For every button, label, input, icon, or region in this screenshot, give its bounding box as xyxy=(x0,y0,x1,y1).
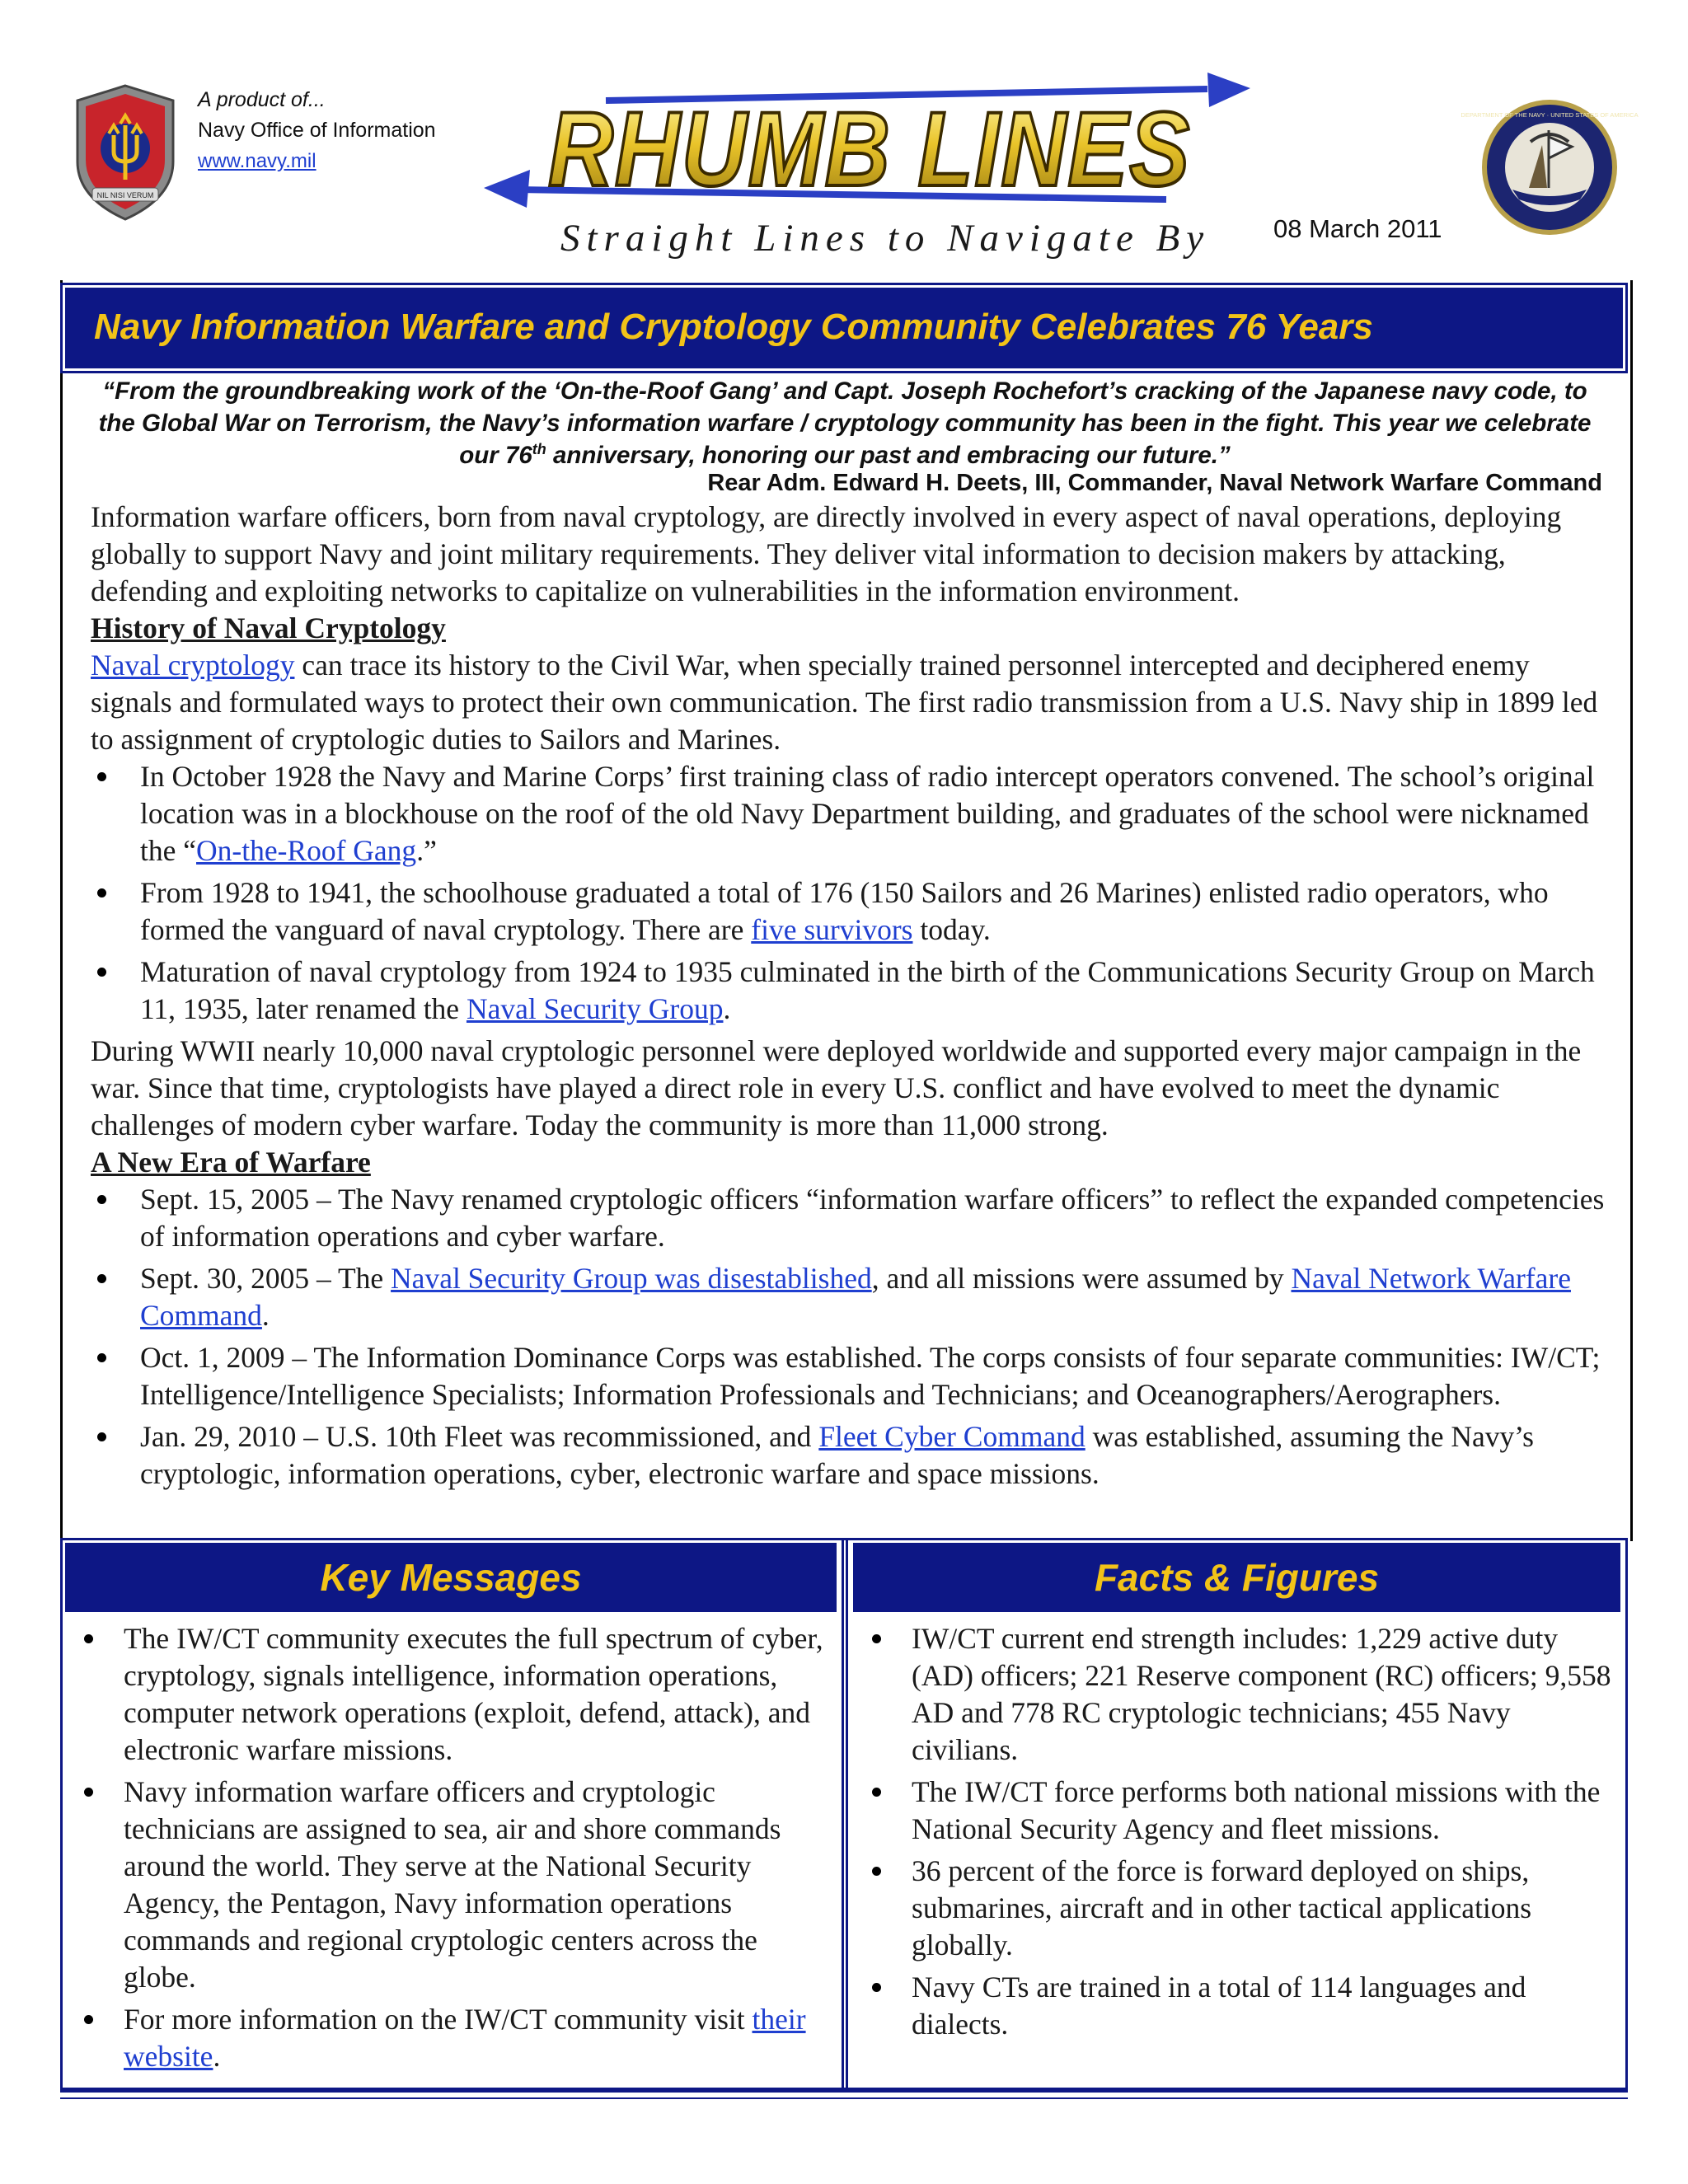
list-item: The IW/CT force performs both national missions with the National Security Agency and fleet missions. xyxy=(869,1774,1614,1848)
key-messages-body xyxy=(81,1620,830,2080)
five-survivors-link[interactable]: five survivors xyxy=(751,913,913,946)
office-name: Navy Office of Information xyxy=(198,119,436,142)
key-messages-heading: Key Messages xyxy=(65,1543,837,1612)
page-header xyxy=(0,0,1688,280)
facts-figures-heading: Facts & Figures xyxy=(853,1543,1620,1612)
bullet-icon xyxy=(84,1788,93,1797)
list-item: Maturation of naval cryptology from 1924 to 1935 culminated in the birth of the Communications Security Group on March 11, 1935, later renamed the Naval Security Group. xyxy=(91,954,1609,1028)
list-item: Navy CTs are trained in a total of 114 languages and dialects. xyxy=(869,1969,1614,2043)
article-title: Navy Information Warfare and Cryptology Community Celebrates 76 Years xyxy=(94,307,1373,347)
title-bar xyxy=(60,283,1628,373)
navnetwarcom-link[interactable]: Naval Network Warfare Command xyxy=(140,1262,1571,1332)
facts-figures-body xyxy=(869,1620,1614,2048)
fleet-cyber-command-link[interactable]: Fleet Cyber Command xyxy=(818,1420,1085,1453)
article-body xyxy=(91,499,1609,1497)
list-item: Sept. 15, 2005 – The Navy renamed cryptologic officers “information warfare officers” to reflect the expanded competencies of information operations and cyber warfare. xyxy=(91,1181,1609,1255)
list-item: Navy information warfare officers and cryptologic technicians are assigned to sea, air and shore commands around the world. They serve at the National Security Agency, the Pentagon, Navy information operations commands and regional cryptologic centers across the globe. xyxy=(81,1774,830,1996)
history-bullets xyxy=(91,758,1609,1028)
arrow-left-head-icon xyxy=(484,170,530,208)
navy-mil-link[interactable]: www.navy.mil xyxy=(198,150,316,172)
list-item: From 1928 to 1941, the schoolhouse graduated a total of 176 (150 Sailors and 26 Marines) enlisted radio operators, who formed the vanguard of naval cryptology. There are five survivors today. xyxy=(91,874,1609,949)
naval-security-group-link[interactable]: Naval Security Group xyxy=(466,992,724,1025)
list-item: Sept. 30, 2005 – The Naval Security Group was disestablished, and all missions were assumed by Naval Network Warfare Command. xyxy=(91,1260,1609,1334)
their-website-link[interactable]: their website xyxy=(124,2003,806,2073)
commander-quote xyxy=(91,375,1599,471)
naval-cryptology-link[interactable]: Naval cryptology xyxy=(91,649,295,682)
bullet-icon xyxy=(97,888,106,898)
key-messages-panel xyxy=(60,1538,842,2085)
on-the-roof-gang-link[interactable]: On-the-Roof Gang xyxy=(196,834,417,867)
nsg-disestablished-link[interactable]: Naval Security Group was disestablished xyxy=(391,1262,872,1295)
era-heading: A New Era of Warfare xyxy=(91,1146,371,1179)
bullet-icon xyxy=(97,1195,106,1204)
quote-part-1: “From the groundbreaking work of the ‘On-the-Roof Gang’ and Capt. Joseph Rochefort’s cracking of the Japanese navy code, to the Global War on Terrorism, the Navy’s information warfare / cryptology community has been in the fight. This year we celebrate our 76 xyxy=(98,377,1592,469)
bullet-icon xyxy=(97,1274,106,1283)
list-item: Oct. 1, 2009 – The Information Dominance Corps was established. The corps consists of four separate communities: IW/CT; Intelligence/Intelligence Specialists; Information Professionals and Technicians; and Oceanographers/Aerographers. xyxy=(91,1339,1609,1413)
era-bullets xyxy=(91,1181,1609,1493)
bullet-icon xyxy=(97,1432,106,1441)
bullet-icon xyxy=(84,2015,93,2024)
quote-attribution: Rear Adm. Edward H. Deets, III, Commander, Naval Network Warfare Command xyxy=(707,470,1602,496)
arrow-right-head-icon xyxy=(1207,73,1250,107)
list-item: Jan. 29, 2010 – U.S. 10th Fleet was recommissioned, and Fleet Cyber Command was established, assuming the Navy’s cryptologic, information operations, cyber, electronic warfare and space missions. xyxy=(91,1418,1609,1493)
quote-superscript: th xyxy=(532,441,546,458)
product-label: A product of... xyxy=(198,88,326,111)
bullet-icon xyxy=(872,1788,881,1797)
list-item: The IW/CT community executes the full spectrum of cyber, cryptology, signals intelligence, information operations, computer network operations (exploit, defend, attack), and electronic warfare missions. xyxy=(81,1620,830,1769)
bullet-icon xyxy=(97,772,106,781)
navy-seal-text: DEPARTMENT OF THE NAVY · UNITED STATES OF AMERICA xyxy=(1461,111,1639,119)
issue-date: 08 March 2011 xyxy=(1273,214,1442,243)
facts-figures-panel xyxy=(848,1538,1625,2085)
department-of-the-navy-seal-icon xyxy=(1461,97,1639,237)
list-item: In October 1928 the Navy and Marine Corps’ first training class of radio intercept operators convened. The school’s original location was in a blockhouse on the roof of the old Navy Department building, and graduates of the school were nicknamed the “On-the-Roof Gang.” xyxy=(91,758,1609,869)
history-paragraph: Naval cryptology can trace its history to the Civil War, when specially trained personnel intercepted and deciphered enemy signals and formulated ways to protect their own communication. The first radio transmission from a U.S. Navy ship in 1899 led to assignment of cryptologic duties to Sailors and Marines. xyxy=(91,649,1598,756)
summary-panels xyxy=(60,1538,1628,2090)
bullet-icon xyxy=(872,1983,881,1992)
masthead-title: RHUMB LINES xyxy=(548,91,1191,209)
product-credit xyxy=(198,85,436,176)
bullet-icon xyxy=(872,1634,881,1643)
intro-paragraph: Information warfare officers, born from naval cryptology, are directly involved in every aspect of naval operations, deploying globally to support Navy and joint military requirements. They deliver vital information to decision makers by attacking, defending and exploiting networks to capitalize on vulnerabilities in the information environment. xyxy=(91,500,1562,607)
wwii-paragraph: During WWII nearly 10,000 naval cryptologic personnel were deployed worldwide and supported every major campaign in the war. Since that time, cryptologists have played a direct role in every U.S. conflict and have evolved to meet the dynamic challenges of modern cyber warfare. Today the community is more than 11,000 strong. xyxy=(91,1034,1582,1141)
bullet-icon xyxy=(872,1867,881,1876)
seal-motto: NIL NISI VERUM xyxy=(96,191,154,199)
panel-divider xyxy=(842,1538,848,2090)
navy-office-of-information-seal-icon xyxy=(68,82,183,223)
bullet-icon xyxy=(97,968,106,977)
list-item: For more information on the IW/CT community visit their website. xyxy=(81,2001,830,2075)
list-item: 36 percent of the force is forward deployed on ships, submarines, aircraft and in other tactical applications globally. xyxy=(869,1853,1614,1964)
masthead-tagline: Straight Lines to Navigate By xyxy=(560,217,1211,260)
history-heading: History of Naval Cryptology xyxy=(91,612,446,644)
bullet-icon xyxy=(84,1634,93,1643)
quote-part-2: anniversary, honoring our past and embracing our future.” xyxy=(546,442,1231,469)
list-item: IW/CT current end strength includes: 1,229 active duty (AD) officers; 221 Reserve component (RC) officers; 9,558 AD and 778 RC cryptologic technicians; 455 Navy civilians. xyxy=(869,1620,1614,1769)
bottom-rule xyxy=(60,2090,1628,2099)
bullet-icon xyxy=(97,1353,106,1362)
